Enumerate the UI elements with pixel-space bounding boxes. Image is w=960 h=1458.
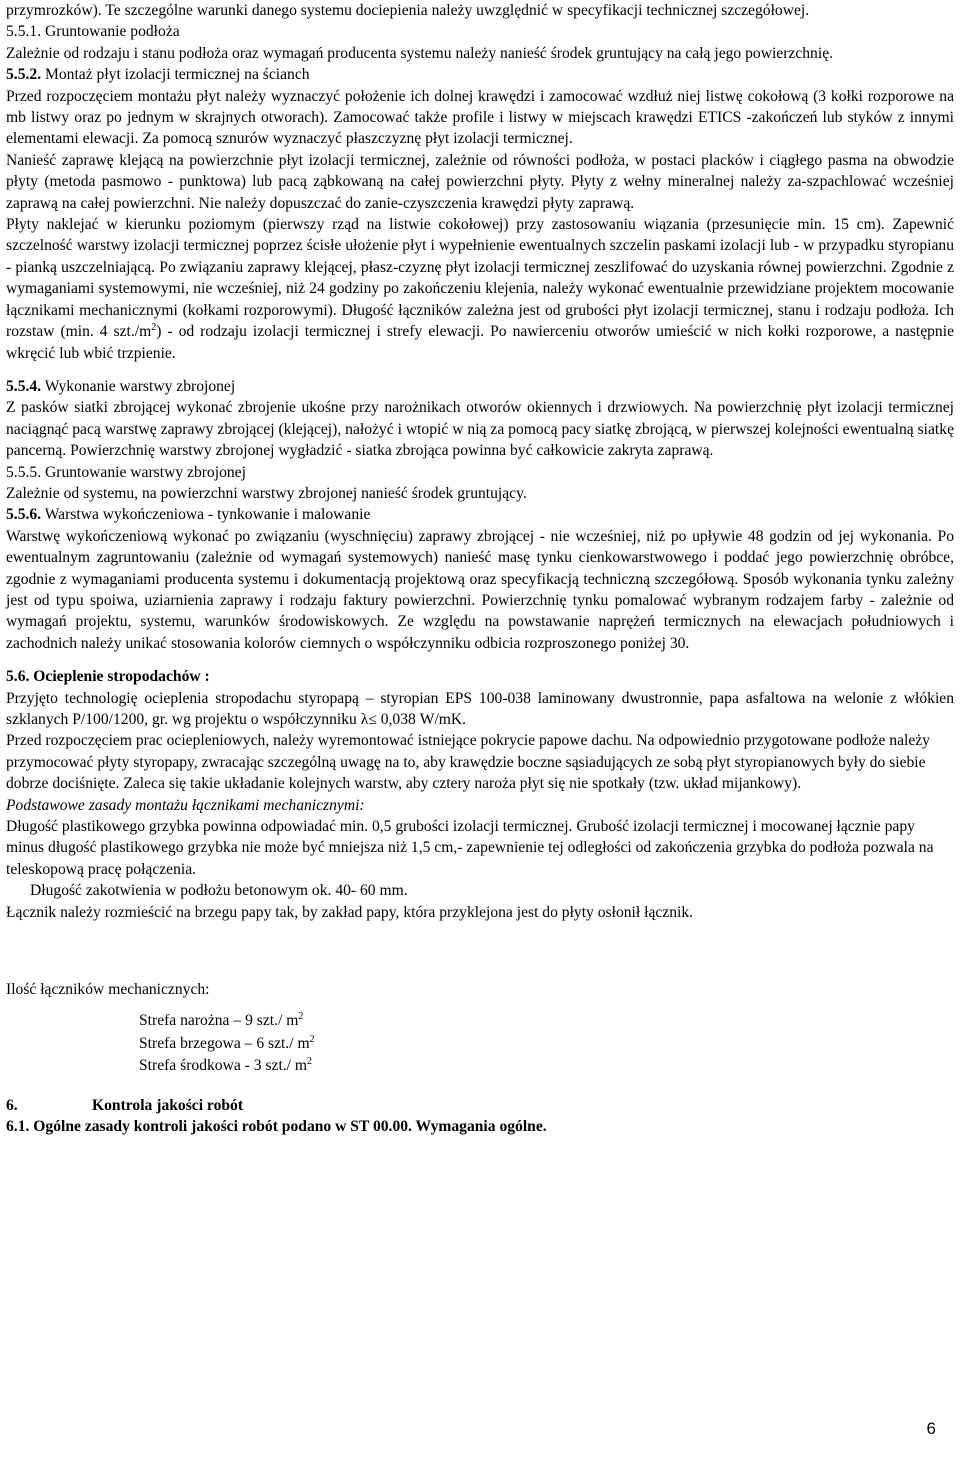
strefa-item — [139, 1010, 954, 1032]
heading-5-5-6-title: Warstwa wykończeniowa - tynkowanie i malowanie — [41, 506, 371, 524]
heading-5-5-4 — [6, 376, 954, 397]
paragraph-top: przymrozków). Te szczególne warunki danego systemu dociepienia należy uwzględnić w specyfikacji technicznej szczegółowej. — [6, 2, 810, 19]
paragraph-5-6-a: Przyjęto technologię ocieplenia stropodachu styropapą – styropian EPS 100-038 laminowany dwustronnie, papa asfaltowa na welonie z włókien szklanych P/100/1200, gr. wg projektu o współczynniku λ≤ 0,038 W/mK. — [6, 689, 954, 728]
heading-5-5-2-number: 5.5.2. — [6, 66, 42, 84]
heading-5-5-4-number: 5.5.4. — [6, 377, 42, 395]
paragraph-5-5-2-b: Nanieść zaprawę klejącą na powierzchnie płyt izolacji termicznej, zależnie od równości podłoża, w postaci placków i ciągłego pasma na obwodzie płyty (metoda pasmowo - punktowa) lub pacą ząbkowaną na całej powierzchni płyty. Płyty z wełny mineralnej należy za-szpachlować wcześniej zaprawą na całej powierzchni. Nie należy dopuszczać do zanie-czyszczenia krawędzi płyty zaprawą. — [6, 151, 954, 212]
heading-5-6: 5.6. Ocieplenie stropodachów : — [6, 668, 210, 686]
heading-5-5-2-title: Montaż płyt izolacji termicznej na ścianch — [41, 66, 310, 84]
superscript: 2 — [298, 1011, 304, 1023]
paragraph-5-5-2-a: Przed rozpoczęciem montażu płyt należy wyznaczyć położenie ich dolnej krawędzi i zamocować wzdłuż niej listwę cokołową (3 kołki rozporowe na mb listwy oraz po jednym w skrajnych otworach). Zamocować także profile i listwy w miejscach krawędzi ETICS -zakończeń lub styków z innymi elementami elewacji. Za pomocą sznurów wyznaczyć płaszczyznę płyt izolacji termicznej. — [6, 87, 954, 148]
strefa-item — [139, 1055, 954, 1077]
strefa-text: Strefa brzegowa – 6 szt./ m — [139, 1034, 310, 1052]
heading-5-5-4-title: Wykonanie warstwy zbrojonej — [41, 377, 236, 395]
paragraph-5-6-b: Przed rozpoczęciem prac ociepleniowych, należy wyremontować istniejące pokrycie papowe dachu. Na odpowiednio przygotowane podłoże należy przymocować płyty styropapy, zwracając szczególną uwagę na to, aby krawędzie boczne sąsiadujących ze sobą płyt styropianowych były do siebie dobrze dociśnięte. Zaleca się takie układanie kolejnych warstw, aby cztery naroża płyt się nie spotkały (tzw. układ mijankowy). — [6, 732, 930, 793]
paragraph-5-5-2-c-part2: ) - od rodzaju izolacji termicznej i strefy elewacji. Po nawierceniu otworów umieścić w nich kołki rozporowe, a następnie wkręcić lub wbić trzpienie. — [6, 323, 954, 362]
heading-5-5-6-number: 5.5.6. — [6, 506, 42, 524]
paragraph-5-6-c: Długość plastikowego grzybka powinna odpowiadać min. 0,5 grubości izolacji termicznej. Grubość izolacji termicznej i mocowanej łącznie papy minus długość plastikowego grzybka nie może być mniejsza niż 1,5 cm,- zapewnienie tej odległości od zakończenia grzybka do podłoża pozwala na teleskopową pracę połączenia. — [6, 818, 934, 878]
paragraph-5-5-1: Zależnie od rodzaju i stanu podłoża oraz wymagań producenta systemu należy nanieść środek gruntujący na całą jego powierzchnię. — [6, 44, 834, 62]
heading-5-5-1: 5.5.1. Gruntowanie podłoża — [6, 23, 180, 41]
document-page — [6, 0, 954, 1138]
paragraph-5-6-d: Długość zakotwienia w podłożu betonowym ok. 40- 60 mm. — [30, 882, 408, 900]
strefa-text: Strefa środkowa - 3 szt./ m — [139, 1056, 308, 1074]
paragraph-5-6-zasady: Podstawowe zasady montażu łącznikami mechanicznymi: — [6, 796, 365, 814]
page-number: 6 — [926, 1419, 936, 1438]
heading-5-5-6 — [6, 504, 954, 525]
ilosc-label: Ilość łączników mechanicznych: — [6, 981, 210, 999]
strefa-item — [139, 1033, 954, 1055]
superscript: 2 — [151, 322, 157, 334]
heading-5-5-5: 5.5.5. Gruntowanie warstwy zbrojonej — [6, 463, 246, 481]
paragraph-5-5-6: Warstwę wykończeniową wykonać po związaniu (wyschnięciu) zaprawy zbrojącej - nie wcześniej, niż po upływie 48 godzin od jej wykonania. Po ewentualnym zagruntowaniu (zależnie od wymagań systemowych) nanieść masę tynku cienkowarstwowego i poddać jego powierzchnię obróbce, zgodnie z wymaganiami producenta systemu i dokumentacją projektową oraz specyfikacją techniczną szczegółową. Sposób wykonania tynku zależny jest od typu spoiwa, uziarnienia zaprawy i rodzaju faktury powierzchni. Powierzchnię tynku pomalować wybranym rodzajem farby - zależnie od wymagań projektu, systemu, warunków środowiskowych. Ze względu na powstawanie naprężeń termicznych na elewacjach południowych i zachodnich należy unikać stosowania kolorów ciemnych o współczynniku odbicia rozproszonego poniżej 30. — [6, 527, 954, 652]
paragraph-5-6-e: Łącznik należy rozmieścić na brzegu papy tak, by zakład papy, która przyklejona jest do płyty osłonił łącznik. — [6, 903, 694, 921]
strefa-text: Strefa narożna – 9 szt./ m — [139, 1012, 299, 1030]
paragraph-5-5-5: Zależnie od systemu, na powierzchni warstwy zbrojonej nanieść środek gruntujący. — [6, 484, 527, 502]
paragraph-5-5-2-c-part1: Płyty naklejać w kierunku poziomym (pierwszy rząd na listwie cokołowej) przy zastosowaniu wiązania (przesunięcie min. 15 cm). Zapewnić szczelność warstwy izolacji termicznej poprzez ścisłe ułożenie płyt i wypełnienie ewentualnych szczelin paskami izolacji lub - w przypadku styropianu - pianką uszczelniającą. Po związaniu zaprawy klejącej, płasz-czyznę płyt izolacji termicznej zeszlifować do uzyskania równej powierzchni. Zgodnie z wymaganiami systemowymi, nie wcześniej, niż 24 godziny po zakończeniu klejenia, należy wykonać ewentualnie przewidziane projektem mocowanie łącznikami mechanicznymi (kołkami rozporowymi). Długość łączników zależna jest od grubości płyt izolacji termicznej, stanu i rodzaju podłoża. Ich rozstaw (min. 4 szt./m — [6, 216, 954, 341]
heading-5-5-2 — [6, 64, 954, 85]
heading-6-1: 6.1. Ogólne zasady kontroli jakości robót podano w ST 00.00. Wymagania ogólne. — [6, 1118, 547, 1136]
heading-6-number: 6. — [6, 1097, 18, 1115]
heading-6 — [6, 1095, 954, 1116]
strefa-list — [6, 1010, 954, 1077]
heading-6-title: Kontrola jakości robót — [92, 1097, 244, 1115]
paragraph-5-5-2-c — [6, 214, 954, 364]
superscript: 2 — [307, 1055, 313, 1067]
superscript: 2 — [309, 1033, 315, 1045]
paragraph-5-5-4: Z pasków siatki zbrojącej wykonać zbrojenie ukośne przy narożnikach otworów okiennych i drzwiowych. Na powierzchnię płyt izolacji termicznej naciągnąć pacą warstwę zaprawy zbrojącej (klejącej), nałożyć i wtopić w nią za pomocą pacy siatkę zbrojącą, w pierwszej kolejności ewentualną siatkę pancerną. Powierzchnię warstwy zbrojonej wygładzić - siatka zbrojąca powinna być całkowicie zakryta zaprawą. — [6, 399, 954, 460]
